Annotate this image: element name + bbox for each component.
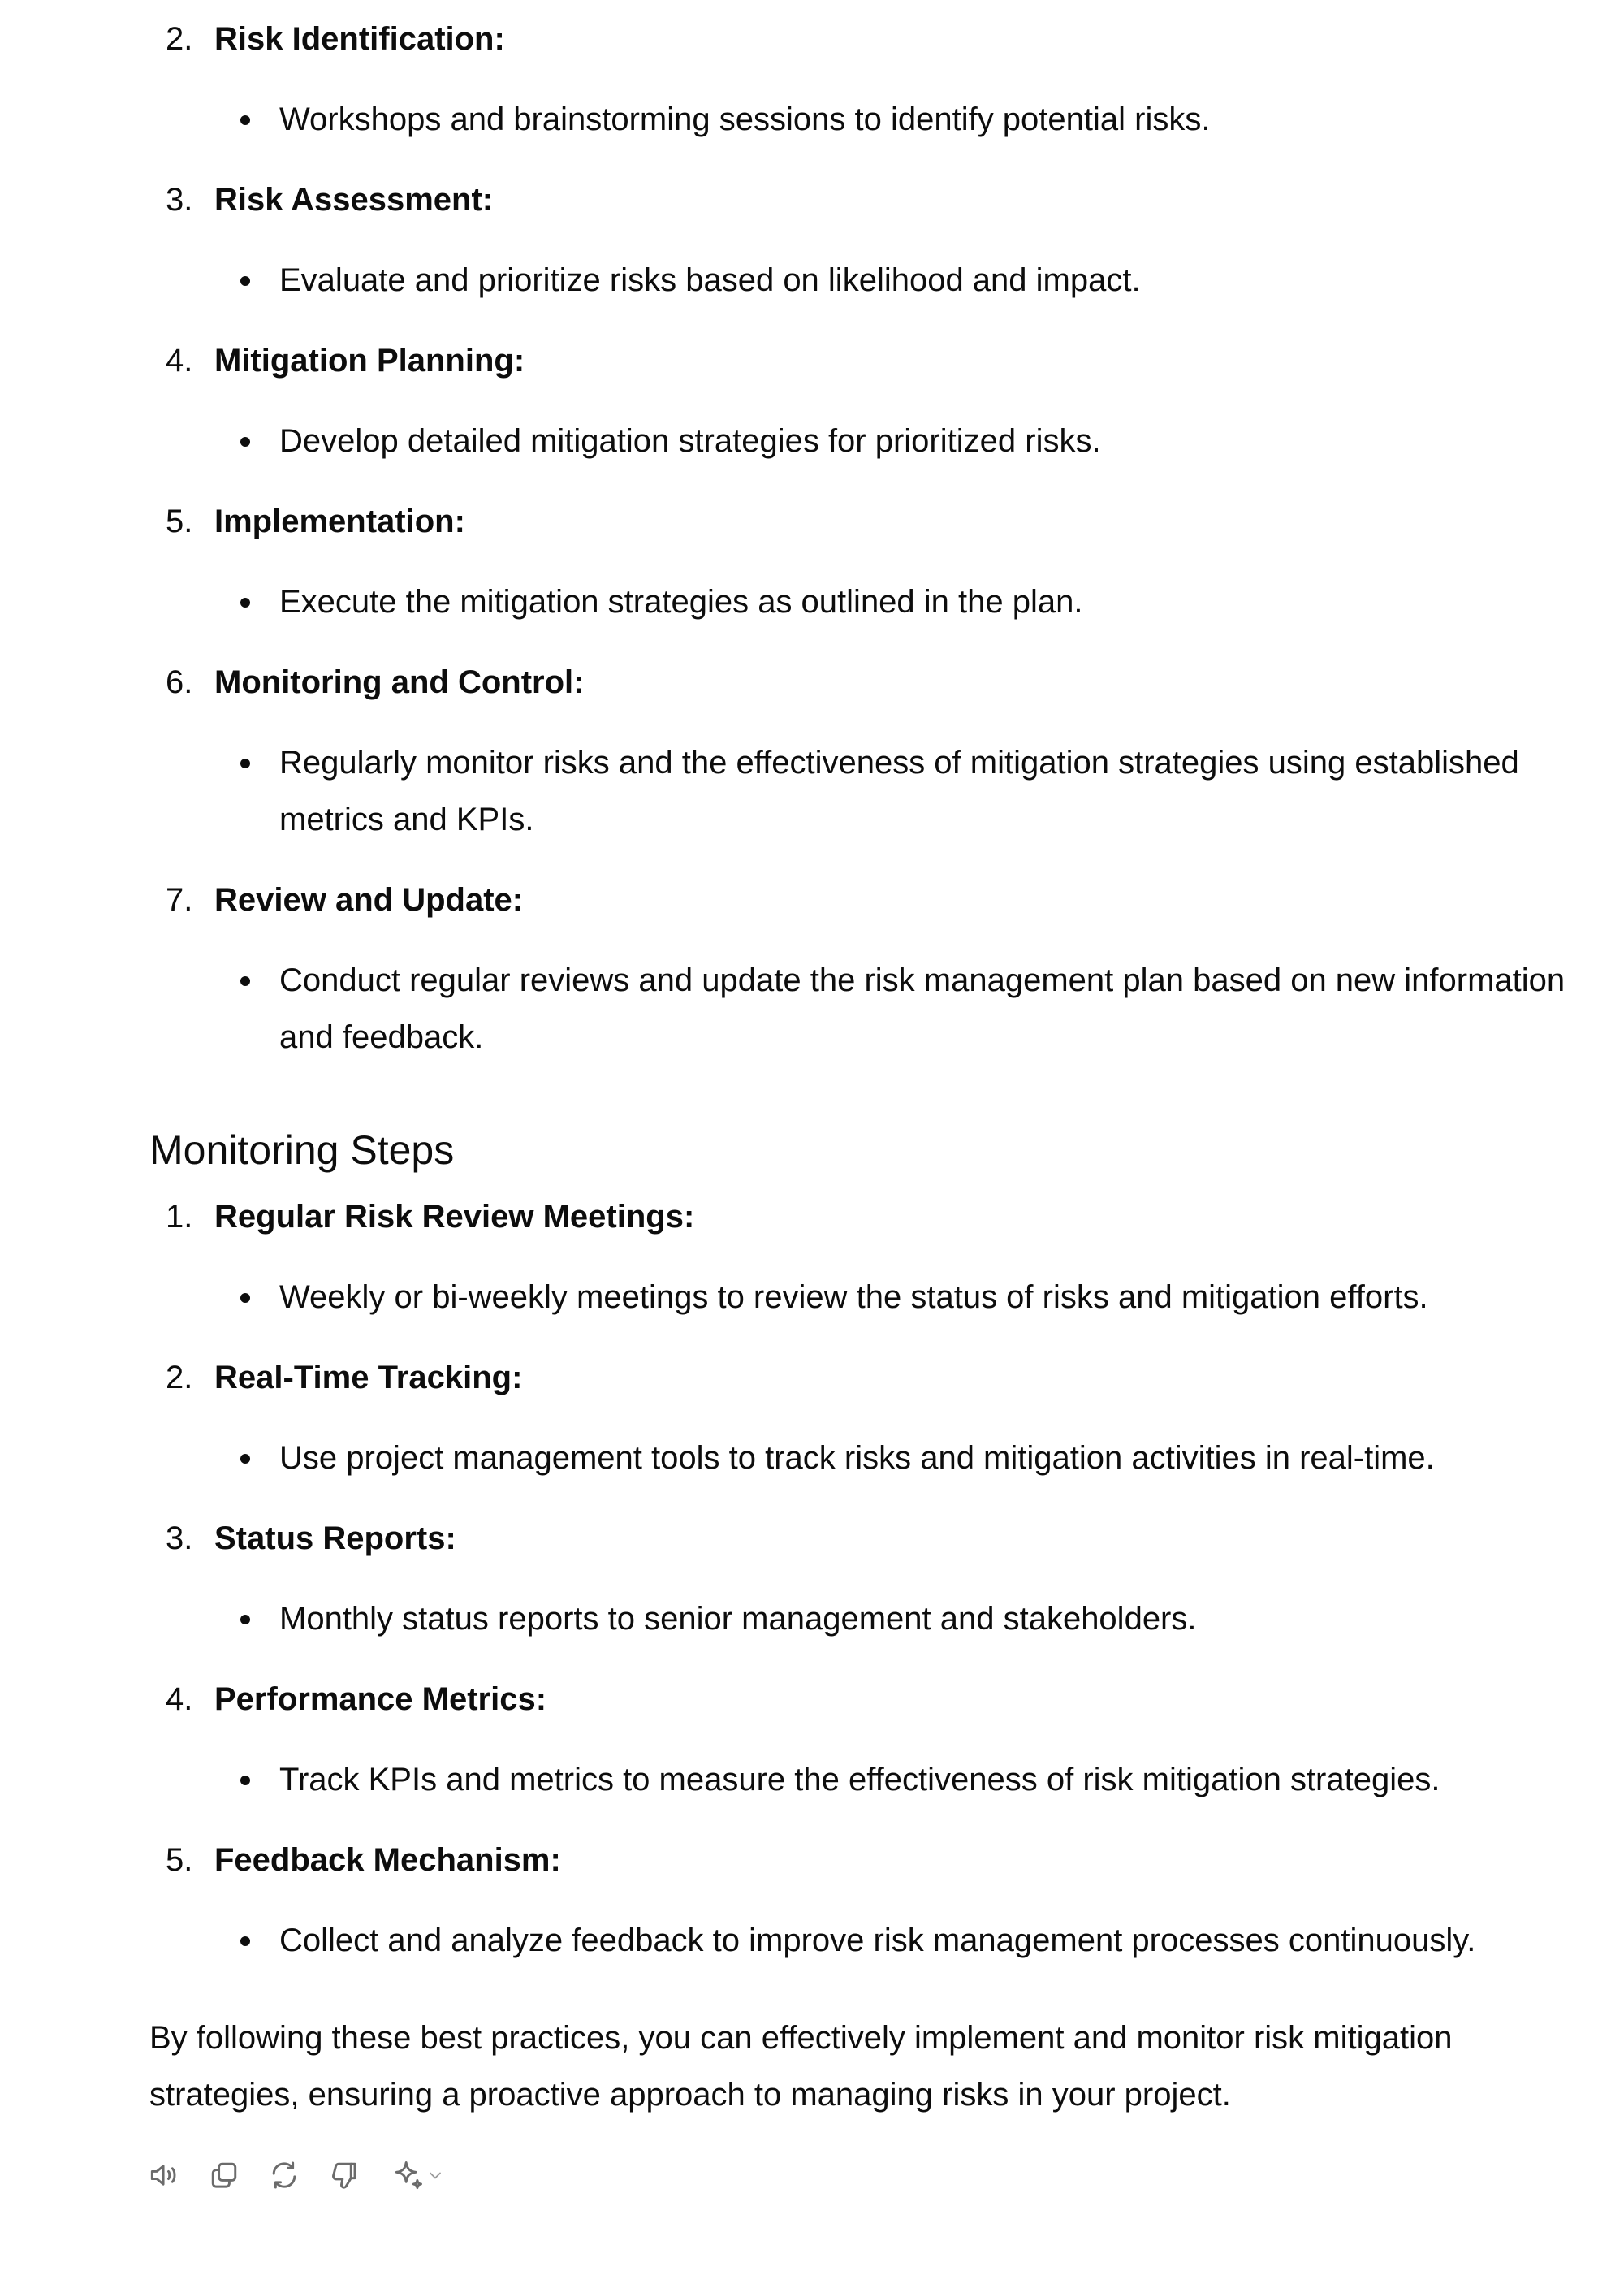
- list-item: [240, 413, 1588, 469]
- list-item: [240, 1590, 1588, 1647]
- step-review-and-update: [166, 880, 523, 919]
- copy-button[interactable]: [205, 2156, 244, 2195]
- step-number: 5.: [166, 1842, 193, 1878]
- step-monitoring-and-control: [166, 663, 584, 702]
- thumbs-down-icon: [326, 2157, 362, 2193]
- step-number: 2.: [166, 21, 193, 57]
- regenerate-button[interactable]: [265, 2156, 304, 2195]
- step-number: 2.: [166, 1360, 193, 1395]
- bullet-icon: [240, 759, 250, 768]
- bullet-icon: [240, 1615, 250, 1624]
- list-item: [240, 91, 1588, 148]
- bullet-icon: [240, 276, 250, 286]
- thumbs-down-button[interactable]: [325, 2156, 364, 2195]
- step-number: 3.: [166, 182, 193, 218]
- step-real-time-tracking: [166, 1358, 522, 1397]
- bullet-text: Monthly status reports to senior management and stakeholders.: [279, 1601, 1197, 1637]
- read-aloud-button[interactable]: [145, 2156, 184, 2195]
- step-implementation: [166, 502, 465, 541]
- bullet-icon: [240, 115, 250, 125]
- step-number: 1.: [166, 1199, 193, 1235]
- bullet-text: Weekly or bi-weekly meetings to review the status of risks and mitigation efforts.: [279, 1279, 1428, 1315]
- step-title: Review and Update:: [214, 882, 524, 918]
- bullet-icon: [240, 437, 250, 447]
- bullet-icon: [240, 1454, 250, 1464]
- step-feedback-mechanism: [166, 1841, 561, 1880]
- step-title: Implementation:: [214, 504, 465, 539]
- read-aloud-icon: [146, 2157, 182, 2193]
- bullet-icon: [240, 1293, 250, 1303]
- step-title: Risk Assessment:: [214, 182, 494, 218]
- step-title: Status Reports:: [214, 1520, 456, 1556]
- bullet-text: Collect and analyze feedback to improve risk management processes continuously.: [279, 1923, 1476, 1958]
- list-item: [240, 1269, 1588, 1326]
- bullet-icon: [240, 1776, 250, 1785]
- bullet-text: Regularly monitor risks and the effectiveness of mitigation strategies using established metrics and KPIs.: [279, 745, 1519, 837]
- bullet-text: Evaluate and prioritize risks based on likelihood and impact.: [279, 262, 1141, 298]
- bullet-text: Track KPIs and metrics to measure the effectiveness of risk mitigation strategies.: [279, 1762, 1440, 1797]
- step-title: Mitigation Planning:: [214, 343, 525, 378]
- bullet-text: Workshops and brainstorming sessions to identify potential risks.: [279, 102, 1211, 137]
- step-number: 4.: [166, 1681, 193, 1717]
- copy-icon: [206, 2157, 242, 2193]
- step-number: 6.: [166, 664, 193, 700]
- list-item: [240, 1430, 1588, 1486]
- sparkle-model-icon: [390, 2157, 425, 2193]
- step-risk-assessment: [166, 180, 493, 219]
- list-item: [240, 734, 1588, 848]
- step-title: Real-Time Tracking:: [214, 1360, 523, 1395]
- section-heading: Monitoring Steps: [149, 1127, 455, 1173]
- step-number: 5.: [166, 504, 193, 539]
- list-item: [240, 1751, 1588, 1808]
- chevron-down-icon: [425, 2165, 445, 2185]
- bullet-text: Develop detailed mitigation strategies for prioritized risks.: [279, 423, 1101, 459]
- switch-model-button[interactable]: [385, 2156, 450, 2195]
- step-title: Monitoring and Control:: [214, 664, 585, 700]
- bullet-text: Conduct regular reviews and update the risk management plan based on new information and feedback.: [279, 962, 1566, 1055]
- bullet-icon: [240, 976, 250, 986]
- step-title: Performance Metrics:: [214, 1681, 547, 1717]
- step-mitigation-planning: [166, 341, 525, 380]
- list-item: [240, 573, 1588, 630]
- list-item: [240, 1912, 1588, 1969]
- step-number: 7.: [166, 882, 193, 918]
- step-title: Feedback Mechanism:: [214, 1842, 561, 1878]
- bullet-icon: [240, 1936, 250, 1946]
- list-item: [240, 952, 1588, 1066]
- bullet-text: Execute the mitigation strategies as outlined in the plan.: [279, 584, 1083, 620]
- step-title: Risk Identification:: [214, 21, 505, 57]
- closing-paragraph: By following these best practices, you can effectively implement and monitor risk mitigation strategies, ensuring a proactive approach to managing risks in your project.: [149, 2020, 1453, 2113]
- step-performance-metrics: [166, 1680, 546, 1719]
- list-item: [240, 252, 1588, 309]
- step-status-reports: [166, 1519, 456, 1558]
- step-number: 3.: [166, 1520, 193, 1556]
- step-number: 4.: [166, 343, 193, 378]
- step-regular-risk-review-meetings: [166, 1197, 694, 1236]
- regenerate-icon: [266, 2157, 302, 2193]
- bullet-icon: [240, 598, 250, 608]
- step-risk-identification: [166, 19, 505, 58]
- message-action-toolbar: [145, 2154, 450, 2196]
- bullet-text: Use project management tools to track risks and mitigation activities in real-time.: [279, 1440, 1435, 1476]
- step-title: Regular Risk Review Meetings:: [214, 1199, 695, 1235]
